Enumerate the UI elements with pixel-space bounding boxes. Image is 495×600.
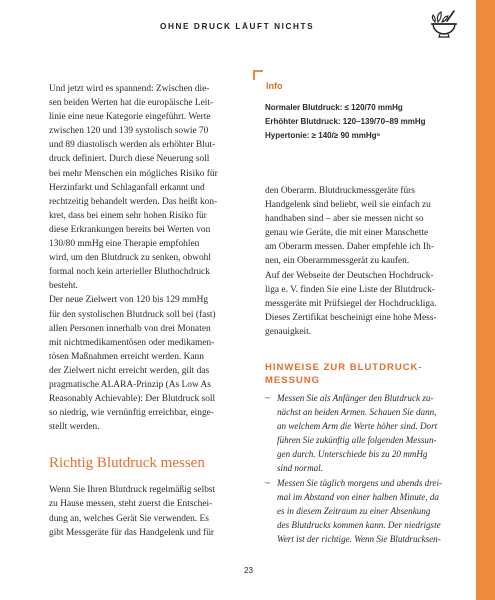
info-values <box>265 101 426 142</box>
text-line: für den systolischen Blutdruck soll bei (fast) <box>49 309 216 320</box>
list-item <box>265 476 461 546</box>
text-line: genau wie Geräte, die mit einer Manschette <box>265 228 429 239</box>
text-line: mal im Abstand von einer halben Minute, da <box>277 491 439 502</box>
info-corner-bracket <box>253 70 263 80</box>
text-line: nächst an beiden Armen. Schauen Sie dann, <box>277 407 437 418</box>
info-line: Normaler Blutdruck: ≤ 120/70 mmHg <box>265 103 403 112</box>
text-line: stellt werden. <box>49 422 100 433</box>
text-line: druck definiert. Durch diese Neuerung soll <box>49 154 210 165</box>
text-line: zwischen 120 und 139 systolisch sowie 70 <box>49 126 209 137</box>
text-line: und 89 diastolisch werden als erhöhter Blut- <box>49 140 216 151</box>
text-line: Wert ist der richtige. Wenn Sie Blutdrucksen- <box>277 533 441 544</box>
text-line: Reasonably Achievable): Der Blutdruck soll <box>49 394 216 405</box>
text-line: Auf der Webseite der Deutschen Hochdruck- <box>265 270 434 281</box>
list-item <box>265 391 461 476</box>
hints-list <box>265 391 461 546</box>
text-line: formal noch kein arterieller Bluthochdruck <box>49 267 210 278</box>
info-box <box>253 70 463 150</box>
running-header: OHNE DRUCK LÄUFT NICHTS <box>160 22 315 31</box>
text-line: zu Hause messen, steht zuerst die Entschei- <box>49 499 213 510</box>
intro-paragraph <box>49 82 247 434</box>
info-title: Info <box>266 81 283 91</box>
text-line: tösen Maßnahmen erreicht werden. Kann <box>49 351 204 362</box>
heading-line: MESSUNG <box>265 375 321 386</box>
hints-heading <box>265 361 465 387</box>
text-line: Messen Sie täglich morgens und abends drei- <box>277 477 443 488</box>
mortar-and-pestle-herbs-icon <box>427 6 461 40</box>
text-line: führen Sie zukünftig alle folgenden Messun- <box>277 435 437 446</box>
page-number: 23 <box>244 566 253 575</box>
text-line: 130/80 mmHg eine Therapie empfohlen <box>49 239 200 250</box>
heading-line: HINWEISE ZUR BLUTDRUCK- <box>265 362 423 373</box>
text-line: besteht. <box>49 281 78 292</box>
text-line: es in diesem Zeitraum zu einer Absenkung <box>277 505 431 516</box>
text-line: Wenn Sie Ihren Blutdruck regelmäßig selbst <box>49 485 216 496</box>
info-line: Hypertonie: ≥ 140/≥ 90 mmHg⁵ <box>265 130 381 140</box>
section-heading: Richtig Blutdruck messen <box>49 455 205 472</box>
tilde-bullet-icon: ~ <box>265 477 270 488</box>
text-line: genauigkeit. <box>265 326 312 337</box>
text-line: gen durch. Unterschiede bis zu 20 mmHg <box>277 449 428 460</box>
text-line: sind normal. <box>277 463 323 474</box>
text-line: liga e. V. finden Sie eine Liste der Blutdruck- <box>265 284 435 295</box>
section-paragraph <box>49 483 247 539</box>
text-line: des Blutdrucks kommen kann. Der niedrigste <box>277 519 441 530</box>
text-line: rechtzeitig behandelt werden. Das heißt kon- <box>49 196 218 207</box>
text-line: pragmatische ALARA-Prinzip (As Low As <box>49 379 211 390</box>
text-line: wird, um den Blutdruck zu senken, obwohl <box>49 253 211 264</box>
left-column <box>49 82 247 540</box>
text-line: diese Erkrankungen bereits bei Werten von <box>49 224 211 235</box>
text-line: dung an, welches Gerät Sie verwenden. Es <box>49 513 209 524</box>
text-line: Messen Sie als Anfänger den Blutdruck zu- <box>277 393 434 403</box>
right-column-paragraph <box>265 184 457 339</box>
text-line: den Oberarm. Blutdruckmessgeräte fürs <box>265 186 415 196</box>
text-line: bei mehr Menschen ein mögliches Risiko für <box>49 168 218 179</box>
text-line: messgeräte mit Prüfsiegel der Hochdruckliga. <box>265 298 437 309</box>
text-line: handhaben sind – aber sie messen nicht so <box>265 214 424 225</box>
text-line: so niedrig, wie vernünftig erreichbar, einge- <box>49 408 214 419</box>
text-line: kret, dass bei einem sehr hohen Risiko für <box>49 210 207 221</box>
text-line: an welchem Arm die Werte höher sind. Dort <box>277 421 438 432</box>
text-line: Handgelenk sind beliebt, weil sie einfach zu <box>265 200 431 211</box>
text-line: gibt Messgeräte für das Handgelenk und für <box>49 527 215 538</box>
text-line: am Oberarm messen. Daher empfehle ich Ih- <box>265 242 434 253</box>
text-line: nen, ein Oberarmmessgerät zu kaufen. <box>265 256 410 267</box>
text-line: allen Personen innerhalb von drei Monaten <box>49 323 211 334</box>
text-line: mit nichtmedikamentösen oder medikamen- <box>49 337 215 348</box>
text-line: sen beiden Werten hat die europäische Leit- <box>49 98 214 109</box>
info-line: Erhöhter Blutdruck: 120–139/70–89 mmHg <box>265 116 426 126</box>
text-line: linie eine neue Kategorie eingeführt. Werte <box>49 112 211 123</box>
text-line: der Zielwert nicht erreicht werden, gilt das <box>49 365 210 376</box>
text-line: Dieses Zertifikat bescheinigt eine hohe Mess- <box>265 312 437 323</box>
text-line: Und jetzt wird es spannend: Zwischen die- <box>49 84 210 94</box>
text-line: Der neue Zielwert von 120 bis 129 mmHg <box>49 295 209 306</box>
tilde-bullet-icon: ~ <box>265 393 270 403</box>
text-line: Herzinfarkt und Schlaganfall erkannt und <box>49 182 205 193</box>
accent-sidebar <box>476 0 495 600</box>
